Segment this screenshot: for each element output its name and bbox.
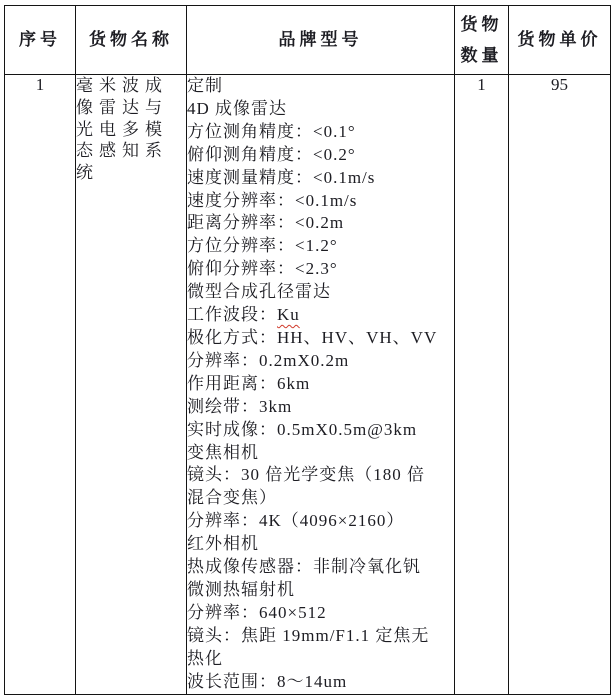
goods-name-line: 毫米波成	[76, 76, 168, 95]
spec-text: 测绘带：3km	[187, 396, 293, 416]
spec-line	[187, 602, 454, 625]
spec-text: 变焦相机	[187, 442, 259, 462]
spec-text: 速度测量精度：<0.1m/s	[187, 167, 376, 187]
spec-text: 热化	[187, 648, 223, 668]
goods-name-lines	[76, 75, 186, 184]
spec-text: 俯仰分辨率：<2.3°	[187, 259, 338, 279]
spec-text: 红外相机	[187, 534, 259, 554]
quantity-header-line1: 货物	[460, 15, 503, 34]
spec-line	[187, 167, 454, 190]
spec-text: 俯仰测角精度：<0.2°	[187, 144, 356, 164]
spec-text: 镜头：焦距 19mm/F1.1 定焦无	[187, 625, 430, 645]
spec-line	[187, 533, 454, 556]
spec-line	[187, 304, 454, 327]
spec-line	[187, 258, 454, 281]
col-header-unit-price: 货物单价	[509, 6, 611, 75]
cell-brand-model-specs	[187, 75, 455, 695]
goods-name-line: 统	[76, 163, 99, 183]
spec-text: 速度分辨率：<0.1m/s	[187, 190, 358, 210]
spec-line	[187, 671, 454, 694]
col-header-quantity	[455, 6, 509, 75]
spec-line	[187, 648, 454, 671]
spec-text: 分辨率：0.2mX0.2m	[187, 350, 350, 370]
cell-quantity: 1	[455, 75, 509, 695]
spec-text: 实时成像：0.5mX0.5m@3km	[187, 419, 418, 439]
spec-line	[187, 396, 454, 419]
spellcheck-underlined-text: Ku	[277, 305, 300, 325]
spec-line	[187, 510, 454, 533]
table-row	[5, 75, 611, 695]
cell-serial-number: 1	[5, 75, 76, 695]
spec-text: 方位分辨率：<1.2°	[187, 236, 338, 256]
spec-text: 分辨率：640×512	[187, 602, 327, 622]
spec-line	[187, 487, 454, 510]
col-header-brand-model: 品牌型号	[187, 6, 455, 75]
spec-line	[187, 235, 454, 258]
spec-line	[187, 190, 454, 213]
quantity-header-line2: 数量	[460, 46, 503, 65]
spec-line	[187, 121, 454, 144]
spec-lines	[187, 75, 454, 693]
spec-text: 定制	[187, 76, 223, 95]
spec-text: 热成像传感器：非制冷氧化钒	[187, 557, 421, 577]
spec-line	[187, 579, 454, 602]
spec-text: 作用距离：6km	[187, 373, 311, 393]
spec-line	[187, 464, 454, 487]
spec-line	[187, 212, 454, 235]
spec-text: 波长范围：8～14um	[187, 671, 348, 691]
spec-text: 4D 成像雷达	[187, 98, 288, 118]
spec-text: 微测热辐射机	[187, 579, 295, 599]
spec-text: 工作波段：	[187, 305, 277, 325]
spec-line	[187, 281, 454, 304]
spec-line	[187, 419, 454, 442]
spec-text: 方位测角精度：<0.1°	[187, 121, 356, 141]
col-header-goods-name: 货物名称	[76, 6, 187, 75]
spec-text: 距离分辨率：<0.2m	[187, 213, 345, 233]
spec-line	[187, 144, 454, 167]
table-header-row	[5, 6, 611, 75]
spec-line	[187, 350, 454, 373]
cell-goods-name	[76, 75, 187, 695]
spec-line	[187, 442, 454, 465]
spec-line	[187, 98, 454, 121]
spec-line	[187, 75, 454, 98]
goods-name-line: 态感知系	[76, 141, 168, 161]
spec-line	[187, 625, 454, 648]
goods-name-line: 光电多模	[76, 119, 168, 139]
spec-text: 分辨率：4K（4096×2160）	[187, 511, 405, 531]
cell-unit-price: 95	[509, 75, 611, 695]
spec-text: 极化方式：HH、HV、VH、VV	[187, 327, 438, 347]
spec-text: 混合变焦）	[187, 488, 277, 508]
spec-text: 镜头：30 倍光学变焦（180 倍	[187, 465, 425, 485]
spec-text: 微型合成孔径雷达	[187, 282, 331, 302]
goods-name-line: 像雷达与	[76, 97, 168, 117]
spec-line	[187, 373, 454, 396]
goods-table	[4, 5, 611, 695]
spec-line	[187, 327, 454, 350]
spec-line	[187, 556, 454, 579]
col-header-serial: 序号	[5, 6, 76, 75]
